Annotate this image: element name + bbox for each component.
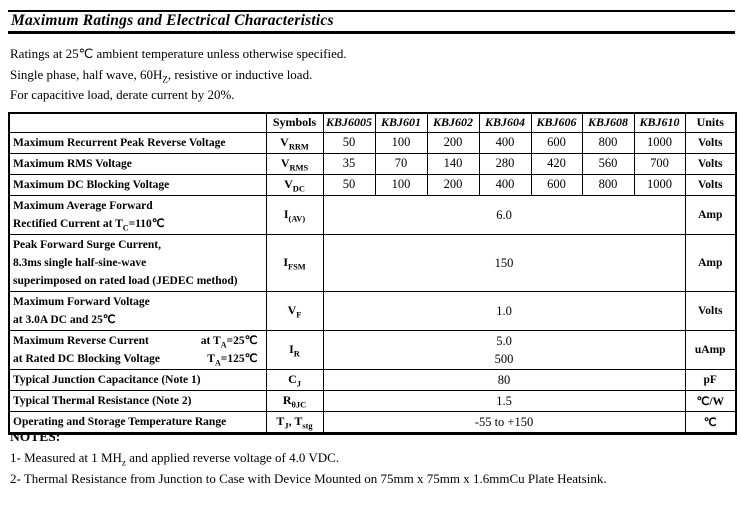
- condition-line-1: Ratings at 25℃ ambient temperature unless otherwise specified.: [10, 46, 347, 61]
- value-cell: 100: [375, 132, 427, 153]
- column-header: KBJ608: [582, 113, 634, 132]
- value-cell: 600: [531, 132, 582, 153]
- unit-cell: pF: [685, 369, 736, 390]
- parameter-label: Maximum Recurrent Peak Reverse Voltage: [9, 132, 266, 153]
- value-cell: 1000: [634, 132, 685, 153]
- column-header: KBJ610: [634, 113, 685, 132]
- note-line-2: 2- Thermal Resistance from Junction to Case with Device Mounted on 75mm x 75mm x 1.6mmCu Plate Heatsink.: [10, 471, 607, 486]
- symbol-cell: $R_{\theta JC}$: [266, 390, 323, 411]
- column-header-blank: [9, 113, 266, 132]
- table-row: [9, 390, 736, 411]
- value-cell: 400: [479, 174, 531, 195]
- column-header: KBJ604: [479, 113, 531, 132]
- value-cell: 35: [323, 153, 375, 174]
- parameter-label: Maximum DC Blocking Voltage: [9, 174, 266, 195]
- merged-value-cell: 6.0: [323, 195, 685, 234]
- symbol-cell: $T_J$, $T_{stg}$: [266, 411, 323, 433]
- table-row: [9, 234, 736, 291]
- value-cell: 200: [427, 174, 479, 195]
- unit-cell: ℃: [685, 411, 736, 433]
- value-cell: 600: [531, 174, 582, 195]
- value-cell: 800: [582, 174, 634, 195]
- parameter-label: Maximum Forward Voltage at 3.0A DC and 25℃: [9, 291, 266, 330]
- column-header: KBJ6005: [323, 113, 375, 132]
- symbol-cell: $C_J$: [266, 369, 323, 390]
- symbol-cell: $V_{DC}$: [266, 174, 323, 195]
- parameter-label: Operating and Storage Temperature Range: [9, 411, 266, 433]
- value-cell: 140: [427, 153, 479, 174]
- value-cell: 50: [323, 174, 375, 195]
- unit-cell: Amp: [685, 195, 736, 234]
- parameter-label: Peak Forward Surge Current, 8.3ms single half-sine-wave superimposed on rated load (JEDEC method): [9, 234, 266, 291]
- unit-cell: Amp: [685, 234, 736, 291]
- column-header: KBJ606: [531, 113, 582, 132]
- value-cell: 1000: [634, 174, 685, 195]
- merged-value-cell: 150: [323, 234, 685, 291]
- table-row: [9, 369, 736, 390]
- column-header: KBJ601: [375, 113, 427, 132]
- value-cell: 200: [427, 132, 479, 153]
- parameter-label: Maximum RMS Voltage: [9, 153, 266, 174]
- merged-value-cell: 1.0: [323, 291, 685, 330]
- symbol-cell: $I_R$: [266, 330, 323, 369]
- value-cell: 70: [375, 153, 427, 174]
- ratings-table-body: [9, 132, 736, 433]
- parameter-label: Maximum Average Forward Rectified Current at $T_C=110℃$: [9, 195, 266, 234]
- condition-line-2: Single phase, half wave, $60H_Z$, resistive or inductive load.: [10, 66, 313, 85]
- rating-conditions: [10, 44, 347, 106]
- unit-cell: Volts: [685, 174, 736, 195]
- table-row: [9, 195, 736, 234]
- symbol-cell: $I_{FSM}$: [266, 234, 323, 291]
- parameter-label: Typical Junction Capacitance (Note 1): [9, 369, 266, 390]
- unit-cell: uAmp: [685, 330, 736, 369]
- table-row: [9, 132, 736, 153]
- table-row: [9, 330, 736, 369]
- value-cell: 50: [323, 132, 375, 153]
- symbol-cell: $V_{RMS}$: [266, 153, 323, 174]
- unit-cell: Volts: [685, 291, 736, 330]
- table-row: [9, 291, 736, 330]
- symbol-cell: $V_F$: [266, 291, 323, 330]
- unit-cell: ℃/W: [685, 390, 736, 411]
- ratings-table: [8, 112, 737, 435]
- unit-cell: Volts: [685, 132, 736, 153]
- value-cell: 400: [479, 132, 531, 153]
- notes-heading: NOTES:: [10, 429, 61, 444]
- page-title: Maximum Ratings and Electrical Characteristics: [11, 12, 334, 29]
- value-cell: 560: [582, 153, 634, 174]
- notes-section: [10, 426, 607, 489]
- unit-cell: Volts: [685, 153, 736, 174]
- symbol-cell: $I_{(AV)}$: [266, 195, 323, 234]
- merged-value-cell: 5.0 500: [323, 330, 685, 369]
- value-cell: 100: [375, 174, 427, 195]
- column-header: KBJ602: [427, 113, 479, 132]
- symbol-cell: $V_{RRM}$: [266, 132, 323, 153]
- table-row: [9, 174, 736, 195]
- merged-value-cell: -55 to +150: [323, 411, 685, 433]
- note-line-1: 1- Measured at 1 $MH_z$ and applied reverse voltage of 4.0 VDC.: [10, 450, 340, 468]
- table-header-row: [9, 113, 736, 132]
- column-header: Symbols: [266, 113, 323, 132]
- table-row: [9, 153, 736, 174]
- condition-line-3: For capacitive load, derate current by 20%.: [10, 87, 235, 102]
- merged-value-cell: 80: [323, 369, 685, 390]
- value-cell: 700: [634, 153, 685, 174]
- value-cell: 280: [479, 153, 531, 174]
- merged-value-cell: 1.5: [323, 390, 685, 411]
- parameter-label: Maximum Reverse Current at $T_A=25℃$ at Rated DC Blocking Voltage $T_A=125℃$: [9, 330, 266, 369]
- value-cell: 420: [531, 153, 582, 174]
- parameter-label: Typical Thermal Resistance (Note 2): [9, 390, 266, 411]
- title-bottom-rule: [8, 31, 735, 34]
- value-cell: 800: [582, 132, 634, 153]
- column-header: Units: [685, 113, 736, 132]
